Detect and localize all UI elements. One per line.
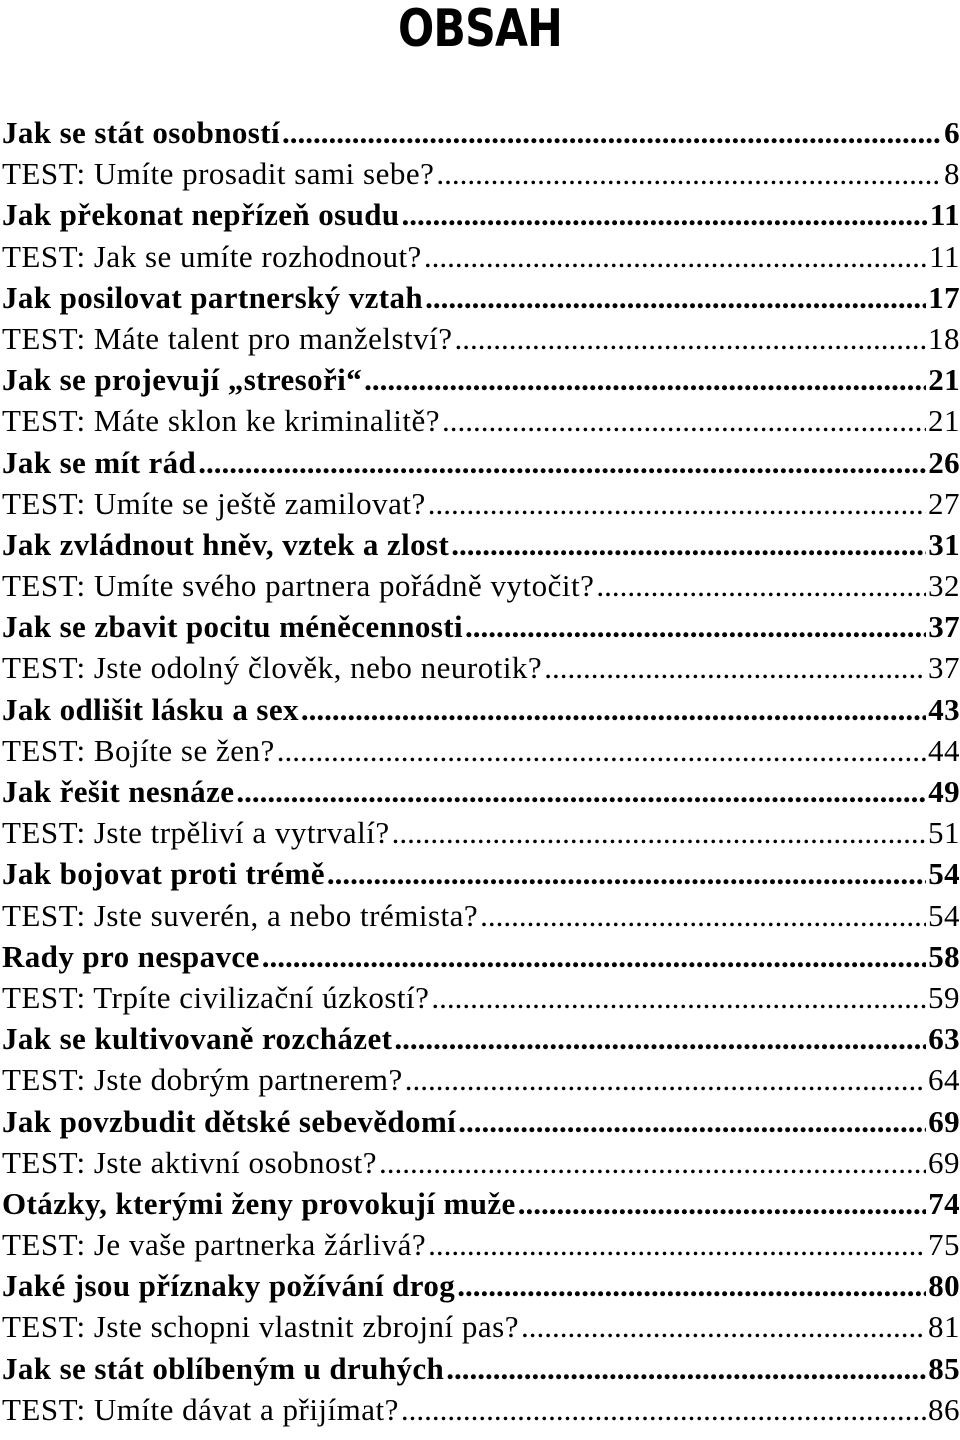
toc-entry-title: Jak odlišit lásku a sex (2, 691, 299, 727)
toc-entry-title: TEST: Máte sklon ke kriminalitě? (2, 403, 441, 439)
dot-leader (446, 1348, 926, 1389)
toc-entry-title: Jak se stát osobností (2, 115, 280, 150)
toc-entry-page-number: 69 (928, 1144, 960, 1180)
toc-entry-page-number: 11 (929, 238, 960, 274)
toc-entry-page-number: 31 (928, 526, 960, 562)
toc-entry-title: Jak posilovat partnerský vztah (2, 279, 424, 315)
toc-entry-page-number: 81 (928, 1309, 960, 1345)
toc-entry-title: TEST: Jste dobrým partnerem? (2, 1062, 403, 1098)
toc-entry-page-number: 74 (928, 1185, 960, 1221)
toc-test-entry[interactable] (2, 1389, 960, 1430)
toc-chapter-entry[interactable] (2, 936, 960, 977)
toc-entry-page-number: 85 (928, 1350, 960, 1386)
toc-chapter-entry[interactable] (2, 1183, 960, 1224)
dot-leader (327, 853, 926, 894)
toc-entry-title: TEST: Jste aktivní osobnost? (2, 1144, 377, 1180)
toc-chapter-entry[interactable] (2, 1101, 960, 1142)
toc-entry-title: TEST: Umíte prosadit sami sebe? (2, 156, 435, 192)
toc-test-entry[interactable] (2, 977, 960, 1018)
toc-entry-title: TEST: Umíte dávat a přijímat? (2, 1391, 399, 1427)
toc-entry-page-number: 8 (944, 156, 960, 192)
toc-test-entry[interactable] (2, 1142, 960, 1183)
toc-test-entry[interactable] (2, 565, 960, 606)
dot-leader (379, 1142, 926, 1183)
dot-leader (394, 1018, 926, 1059)
toc-test-entry[interactable] (2, 895, 960, 936)
toc-entry-page-number: 63 (928, 1021, 960, 1057)
dot-leader (436, 153, 942, 194)
toc-entry-page-number: 80 (928, 1268, 960, 1304)
dot-leader (457, 1265, 926, 1306)
toc-entry-title: Jak se kultivovaně rozcházet (2, 1021, 393, 1057)
toc-entry-page-number: 54 (928, 856, 960, 892)
toc-entry-title: Jak zvládnout hněv, vztek a zlost (2, 526, 450, 562)
toc-entry-page-number: 11 (929, 197, 960, 233)
toc-test-entry[interactable] (2, 1059, 960, 1100)
toc-entry-page-number: 32 (928, 568, 960, 604)
toc-chapter-entry[interactable] (2, 112, 960, 153)
toc-chapter-entry[interactable] (2, 359, 960, 400)
toc-entry-title: TEST: Trpíte civilizační úzkostí? (2, 979, 430, 1015)
toc-entry-title: Jaké jsou příznaky požívání drog (2, 1268, 456, 1304)
toc-entry-title: TEST: Bojíte se žen? (2, 732, 275, 768)
dot-leader (301, 689, 926, 730)
toc-test-entry[interactable] (2, 1224, 960, 1265)
dot-leader (401, 1389, 926, 1430)
toc-test-entry[interactable] (2, 318, 960, 359)
dot-leader (465, 606, 926, 647)
toc-entry-title: TEST: Jste suverén, a nebo trémista? (2, 897, 479, 933)
toc-entry-page-number: 18 (928, 320, 960, 356)
toc-entry-page-number: 59 (928, 979, 960, 1015)
toc-chapter-entry[interactable] (2, 442, 960, 483)
toc-entry-page-number: 27 (928, 485, 960, 521)
toc-entry-title: TEST: Jste odolný člověk, nebo neurotik? (2, 650, 543, 686)
toc-entry-page-number: 75 (928, 1227, 960, 1263)
toc-entry-page-number: 58 (928, 938, 960, 974)
dot-leader (277, 730, 926, 771)
toc-entry-page-number: 43 (928, 691, 960, 727)
toc-test-entry[interactable] (2, 236, 960, 277)
toc-entry-title: Jak se mít rád (2, 444, 197, 480)
toc-test-entry[interactable] (2, 483, 960, 524)
toc-entry-page-number: 37 (928, 609, 960, 645)
toc-entry-title: Jak povzbudit dětské sebevědomí (2, 1103, 457, 1139)
toc-chapter-entry[interactable] (2, 1018, 960, 1059)
toc-test-entry[interactable] (2, 647, 960, 688)
page-title: OBSAH (397, 0, 563, 59)
toc-entry-page-number: 26 (928, 444, 960, 480)
dot-leader (431, 977, 926, 1018)
toc-entry-page-number: 44 (928, 732, 960, 768)
toc-entry-page-number: 69 (928, 1103, 960, 1139)
toc-test-entry[interactable] (2, 153, 960, 194)
toc-entry-page-number: 6 (944, 115, 960, 150)
dot-leader (364, 359, 926, 400)
dot-leader (518, 1183, 926, 1224)
toc-chapter-entry[interactable] (2, 1265, 960, 1306)
toc-entry-title: Jak překonat nepřízeň osudu (2, 197, 400, 233)
toc-test-entry[interactable] (2, 812, 960, 853)
dot-leader (458, 1101, 926, 1142)
dot-leader (442, 400, 926, 441)
dot-leader (544, 647, 926, 688)
dot-leader (596, 565, 926, 606)
toc-entry-page-number: 51 (928, 815, 960, 851)
toc-test-entry[interactable] (2, 400, 960, 441)
toc-entry-title: Jak řešit nesnáze (2, 774, 235, 809)
toc-chapter-entry[interactable] (2, 1348, 960, 1389)
toc-chapter-entry[interactable] (2, 771, 960, 812)
toc-entry-page-number: 49 (928, 774, 960, 809)
toc-entry-title: TEST: Jak se umíte rozhodnout? (2, 238, 422, 274)
dot-leader (480, 895, 926, 936)
dot-leader (198, 442, 926, 483)
toc-entry-title: TEST: Umíte svého partnera pořádně vytočit? (2, 568, 595, 604)
toc-entry-title: Jak se projevují „stresoři“ (2, 362, 363, 398)
toc-test-entry[interactable] (2, 730, 960, 771)
toc-entry-title: Otázky, kterými ženy provokují muže (2, 1185, 516, 1221)
dot-leader (236, 771, 926, 812)
toc-entry-page-number: 21 (928, 362, 960, 398)
dot-leader (282, 112, 942, 153)
dot-leader (428, 483, 926, 524)
toc-chapter-entry[interactable] (2, 524, 960, 565)
toc-chapter-entry[interactable] (2, 194, 960, 235)
toc-entry-title: TEST: Máte talent pro manželství? (2, 320, 453, 356)
dot-leader (521, 1306, 926, 1347)
toc-entry-title: Jak se zbavit pocitu méněcennosti (2, 609, 463, 645)
dot-leader (424, 236, 927, 277)
toc-entry-title: Jak se stát oblíbeným u druhých (2, 1350, 445, 1386)
toc-entry-title: TEST: Jste trpěliví a vytrvalí? (2, 815, 390, 851)
toc-entry-title: Rady pro nespavce (2, 938, 260, 974)
toc-entry-page-number: 17 (928, 279, 960, 315)
toc-entry-title: TEST: Umíte se ještě zamilovat? (2, 485, 426, 521)
toc-chapter-entry[interactable] (2, 853, 960, 894)
toc-entry-title: TEST: Jste schopni vlastnit zbrojní pas? (2, 1309, 519, 1345)
toc-chapter-entry[interactable] (2, 606, 960, 647)
toc-entry-page-number: 86 (928, 1391, 960, 1427)
dot-leader (405, 1059, 926, 1100)
dot-leader (402, 194, 928, 235)
table-of-contents (2, 112, 960, 1430)
dot-leader (392, 812, 926, 853)
toc-chapter-entry[interactable] (2, 277, 960, 318)
dot-leader (451, 524, 926, 565)
dot-leader (262, 936, 926, 977)
toc-entry-page-number: 37 (928, 650, 960, 686)
toc-entry-page-number: 64 (928, 1062, 960, 1098)
dot-leader (455, 318, 926, 359)
dot-leader (428, 1224, 926, 1265)
toc-entry-title: TEST: Je vaše partnerka žárlivá? (2, 1227, 427, 1263)
toc-entry-title: Jak bojovat proti trémě (2, 856, 325, 892)
toc-entry-page-number: 21 (928, 403, 960, 439)
toc-test-entry[interactable] (2, 1306, 960, 1347)
dot-leader (425, 277, 926, 318)
toc-chapter-entry[interactable] (2, 689, 960, 730)
toc-entry-page-number: 54 (928, 897, 960, 933)
